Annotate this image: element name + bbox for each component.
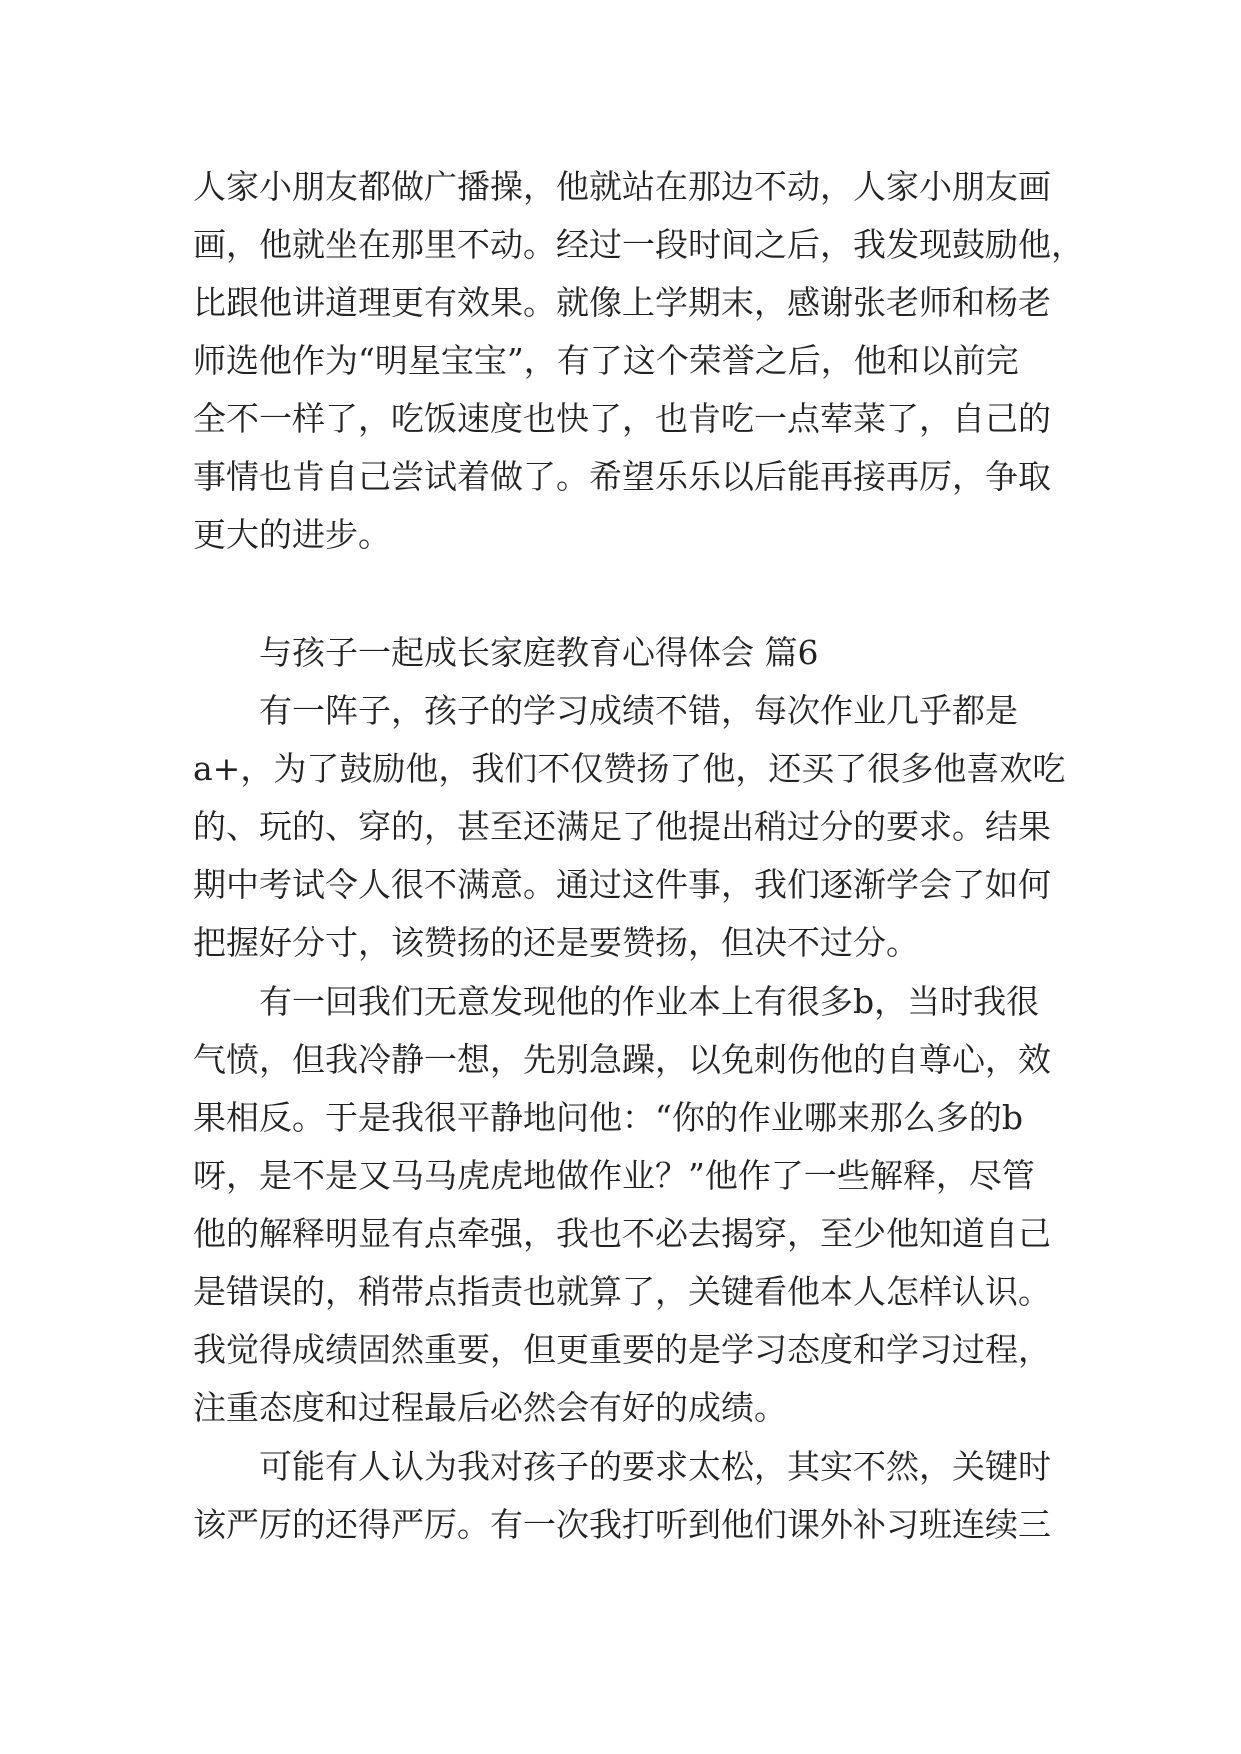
heading-text: 与孩子一起成长家庭教育心得体会 篇6 [193, 633, 819, 672]
text-line: 有一阵子，孩子的学习成绩不错，每次作业几乎都是 [193, 691, 1018, 730]
paragraph-strictness [193, 1438, 1055, 1554]
text-line: 有一回我们无意发现他的作业本上有很多b，当时我很 [193, 982, 1040, 1021]
text-line: 事情也肯自己尝试着做了。希望乐乐以后能再接再厉，争取 [193, 457, 1051, 496]
text-line: 师选他作为“明星宝宝”，有了这个荣誉之后，他和以前完 [193, 341, 1019, 380]
text-line: 更大的进步。 [193, 515, 391, 554]
text-line: 全不一样了，吃饭速度也快了，也肯吃一点荤菜了，自己的 [193, 399, 1051, 438]
text-line: 他的解释明显有点牵强，我也不必去揭穿，至少他知道自己 [193, 1214, 1051, 1253]
text-line: 的、玩的、穿的，甚至还满足了他提出稍过分的要求。结果 [193, 807, 1051, 846]
text-line: 呀，是不是又马马虎虎地做作业？”他作了一些解释，尽管 [193, 1156, 1035, 1195]
text-line: 我觉得成绩固然重要，但更重要的是学习态度和学习过程， [193, 1330, 1051, 1369]
text-line: 气愤，但我冷静一想，先别急躁，以免刺伤他的自尊心，效 [193, 1040, 1051, 1079]
text-line: 画，他就坐在那里不动。经过一段时间之后，我发现鼓励他， [193, 225, 1084, 264]
text-line: 果相反。于是我很平静地问他：“你的作业哪来那么多的b [193, 1098, 1023, 1137]
text-line: 可能有人认为我对孩子的要求太松，其实不然，关键时 [193, 1447, 1051, 1486]
text-line: 人家小朋友都做广播操，他就站在那边不动，人家小朋友画 [193, 167, 1051, 206]
paragraph-homework [193, 973, 1055, 1437]
text-line: 是错误的，稍带点指责也就算了，关键看他本人怎样认识。 [193, 1272, 1051, 1311]
text-line: a+，为了鼓励他，我们不仅赞扬了他，还买了很多他喜欢吃 [193, 749, 1066, 788]
text-line: 该严厉的还得严厉。有一次我打听到他们课外补习班连续三 [193, 1505, 1051, 1544]
paragraph-praise [193, 682, 1066, 972]
text-line: 比跟他讲道理更有效果。就像上学期末，感谢张老师和杨老 [193, 283, 1051, 322]
continued-paragraph [193, 158, 1084, 564]
section-heading [193, 624, 1055, 682]
text-line: 期中考试令人很不满意。通过这件事，我们逐渐学会了如何 [193, 865, 1051, 904]
text-line: 把握好分寸，该赞扬的还是要赞扬，但决不过分。 [193, 923, 919, 962]
text-line: 注重态度和过程最后必然会有好的成绩。 [193, 1388, 787, 1427]
